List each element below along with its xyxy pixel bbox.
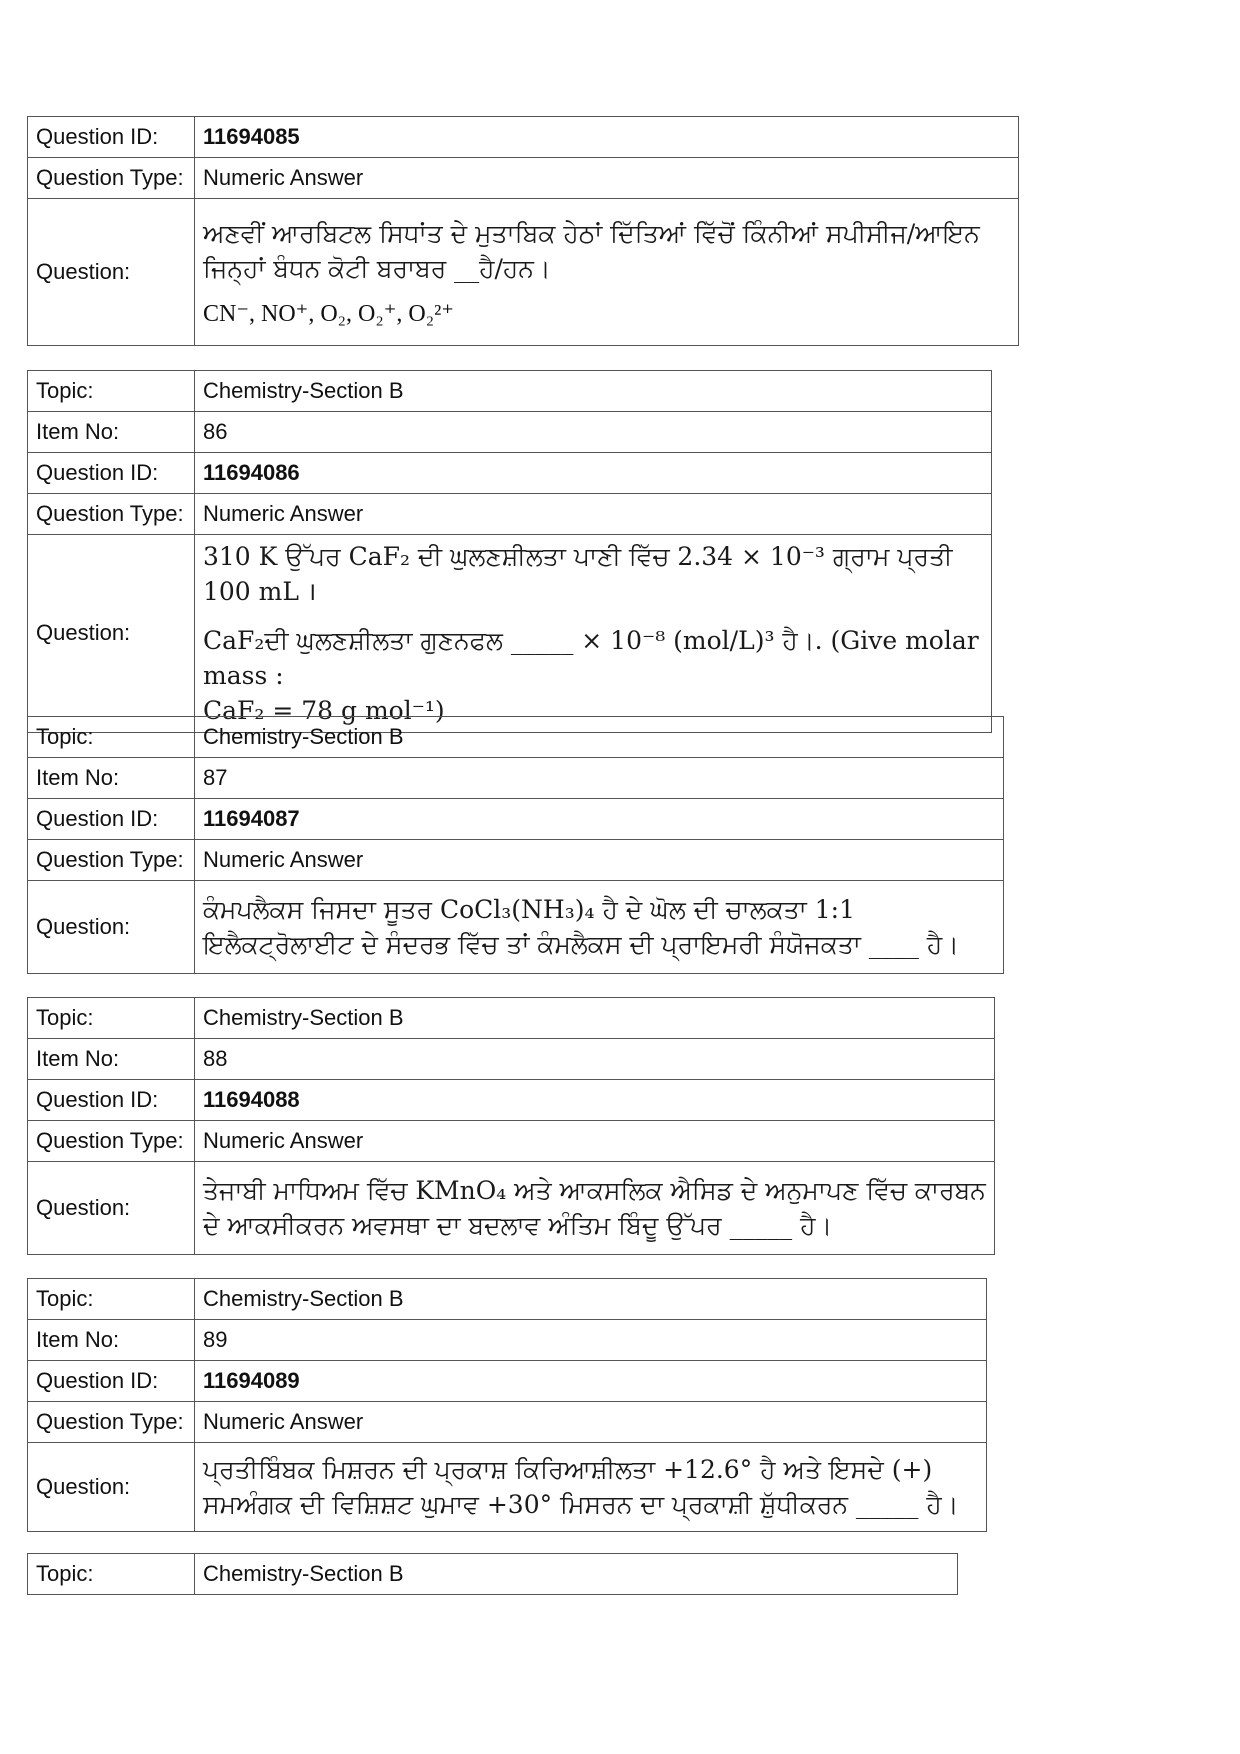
question-type-label: Question Type: — [28, 494, 195, 535]
question-body — [195, 881, 1004, 974]
topic-label: Topic: — [28, 998, 195, 1039]
topic-label: Topic: — [28, 371, 195, 412]
topic-value: Chemistry-Section B — [195, 998, 995, 1039]
question-label: Question: — [28, 1443, 195, 1532]
item-no-label: Item No: — [28, 1039, 195, 1080]
question-type-value: Numeric Answer — [195, 1121, 995, 1162]
question-text: ਅਣਵੀਂ ਆਰਬਿਟਲ ਸਿਧਾਂਤ ਦੇ ਮੁਤਾਬਿਕ ਹੇਠਾਂ ਦਿੱਤਿਆਂ ਵਿੱਚੋਂ ਕਿੰਨੀਆਂ ਸਪੀਸੀਜ/ਆਇਨ ਜਿਨ੍ਹਾਂ ਬੰਧਨ ਕੋਟੀ ਬਰਾਬਰ __ਹੈ/ਹਨ। — [203, 218, 980, 283]
question-id-value: 11694086 — [195, 453, 992, 494]
item-no-value: 87 — [195, 758, 1004, 799]
question-table-85 — [27, 116, 1019, 346]
question-id-value: 11694085 — [195, 117, 1019, 158]
question-body — [195, 1162, 995, 1255]
question-id-label: Question ID: — [28, 1080, 195, 1121]
question-label: Question: — [28, 199, 195, 346]
topic-label: Topic: — [28, 1279, 195, 1320]
question-type-label: Question Type: — [28, 158, 195, 199]
question-table-90 — [27, 1553, 958, 1595]
question-type-label: Question Type: — [28, 1121, 195, 1162]
question-label: Question: — [28, 535, 195, 733]
topic-label: Topic: — [28, 1554, 195, 1595]
question-table-87 — [27, 716, 1004, 974]
question-type-label: Question Type: — [28, 840, 195, 881]
question-line-3: CaF₂ = 78 g mol⁻¹) — [203, 696, 445, 725]
question-line-2: CaF₂ਦੀ ਘੁਲਣਸ਼ੀਲਤਾ ਗੁਣਨਫਲ _____ × 10⁻⁸ (mol/L)³ ਹੈ।. (Give molar mass : — [203, 626, 979, 690]
question-id-label: Question ID: — [28, 453, 195, 494]
topic-value: Chemistry-Section B — [195, 1554, 958, 1595]
question-body — [195, 535, 992, 733]
question-line-1: 310 K ਉੱਪਰ CaF₂ ਦੀ ਘੁਲਣਸ਼ੀਲਤਾ ਪਾਣੀ ਵਿੱਚ 2.34 × 10⁻³ ਗ੍ਰਾਮ ਪ੍ਰਤੀ 100 mL । — [203, 542, 953, 606]
question-text: ਤੇਜਾਬੀ ਮਾਧਿਅਮ ਵਿੱਚ KMnO₄ ਅਤੇ ਆਕਸਲਿਕ ਐਸਿਡ ਦੇ ਅਨੁਮਾਪਣ ਵਿੱਚ ਕਾਰਬਨ ਦੇ ਆਕਸੀਕਰਨ ਅਵਸਥਾ ਦਾ ਬਦਲਾਵ ਅੰਤਿਮ ਬਿੰਦੂ ਉੱਪਰ _____ ਹੈ। — [203, 1176, 986, 1240]
question-id-label: Question ID: — [28, 799, 195, 840]
item-no-value: 89 — [195, 1320, 987, 1361]
item-no-label: Item No: — [28, 412, 195, 453]
item-no-label: Item No: — [28, 758, 195, 799]
topic-value: Chemistry-Section B — [195, 371, 992, 412]
question-text: ਪ੍ਰਤੀਬਿੰਬਕ ਮਿਸ਼ਰਨ ਦੀ ਪ੍ਰਕਾਸ਼ ਕਿਰਿਆਸ਼ੀਲਤਾ +12.6° ਹੈ ਅਤੇ ਇਸਦੇ (+) ਸਮਅੰਗਕ ਦੀ ਵਿਸ਼ਿਸ਼ਟ ਘੁਮਾਵ +30° ਮਿਸਰਨ ਦਾ ਪ੍ਰਕਾਸ਼ੀ ਸ਼ੁੱਧੀਕਰਨ _____ ਹੈ। — [203, 1455, 959, 1519]
question-type-value: Numeric Answer — [195, 158, 1019, 199]
question-type-value: Numeric Answer — [195, 1402, 987, 1443]
question-id-label: Question ID: — [28, 117, 195, 158]
question-table-86 — [27, 370, 992, 733]
question-species: CN⁻, NO⁺, O₂, O₂⁺, O₂²⁺ — [203, 300, 454, 327]
question-type-value: Numeric Answer — [195, 840, 1004, 881]
question-type-value: Numeric Answer — [195, 494, 992, 535]
question-id-label: Question ID: — [28, 1361, 195, 1402]
question-label: Question: — [28, 881, 195, 974]
question-body — [195, 199, 1019, 346]
question-table-89 — [27, 1278, 987, 1532]
topic-label: Topic: — [28, 717, 195, 758]
question-label: Question: — [28, 1162, 195, 1255]
topic-value: Chemistry-Section B — [195, 1279, 987, 1320]
item-no-value: 86 — [195, 412, 992, 453]
item-no-label: Item No: — [28, 1320, 195, 1361]
question-id-value: 11694087 — [195, 799, 1004, 840]
question-type-label: Question Type: — [28, 1402, 195, 1443]
question-table-88 — [27, 997, 995, 1255]
topic-value: Chemistry-Section B — [195, 717, 1004, 758]
question-text: ਕੰਮਪਲੈਕਸ ਜਿਸਦਾ ਸੂਤਰ CoCl₃(NH₃)₄ ਹੈ ਦੇ ਘੋਲ ਦੀ ਚਾਲਕਤਾ 1:1 ਇਲੈਕਟ੍ਰੋਲਾਈਟ ਦੇ ਸੰਦਰਭ ਵਿੱਚ ਤਾਂ ਕੰਮਲੈਕਸ ਦੀ ਪ੍ਰਾਇਮਰੀ ਸੰਯੋਜਕਤਾ ____ ਹੈ। — [203, 895, 960, 959]
item-no-value: 88 — [195, 1039, 995, 1080]
question-body — [195, 1443, 987, 1532]
question-id-value: 11694088 — [195, 1080, 995, 1121]
question-id-value: 11694089 — [195, 1361, 987, 1402]
